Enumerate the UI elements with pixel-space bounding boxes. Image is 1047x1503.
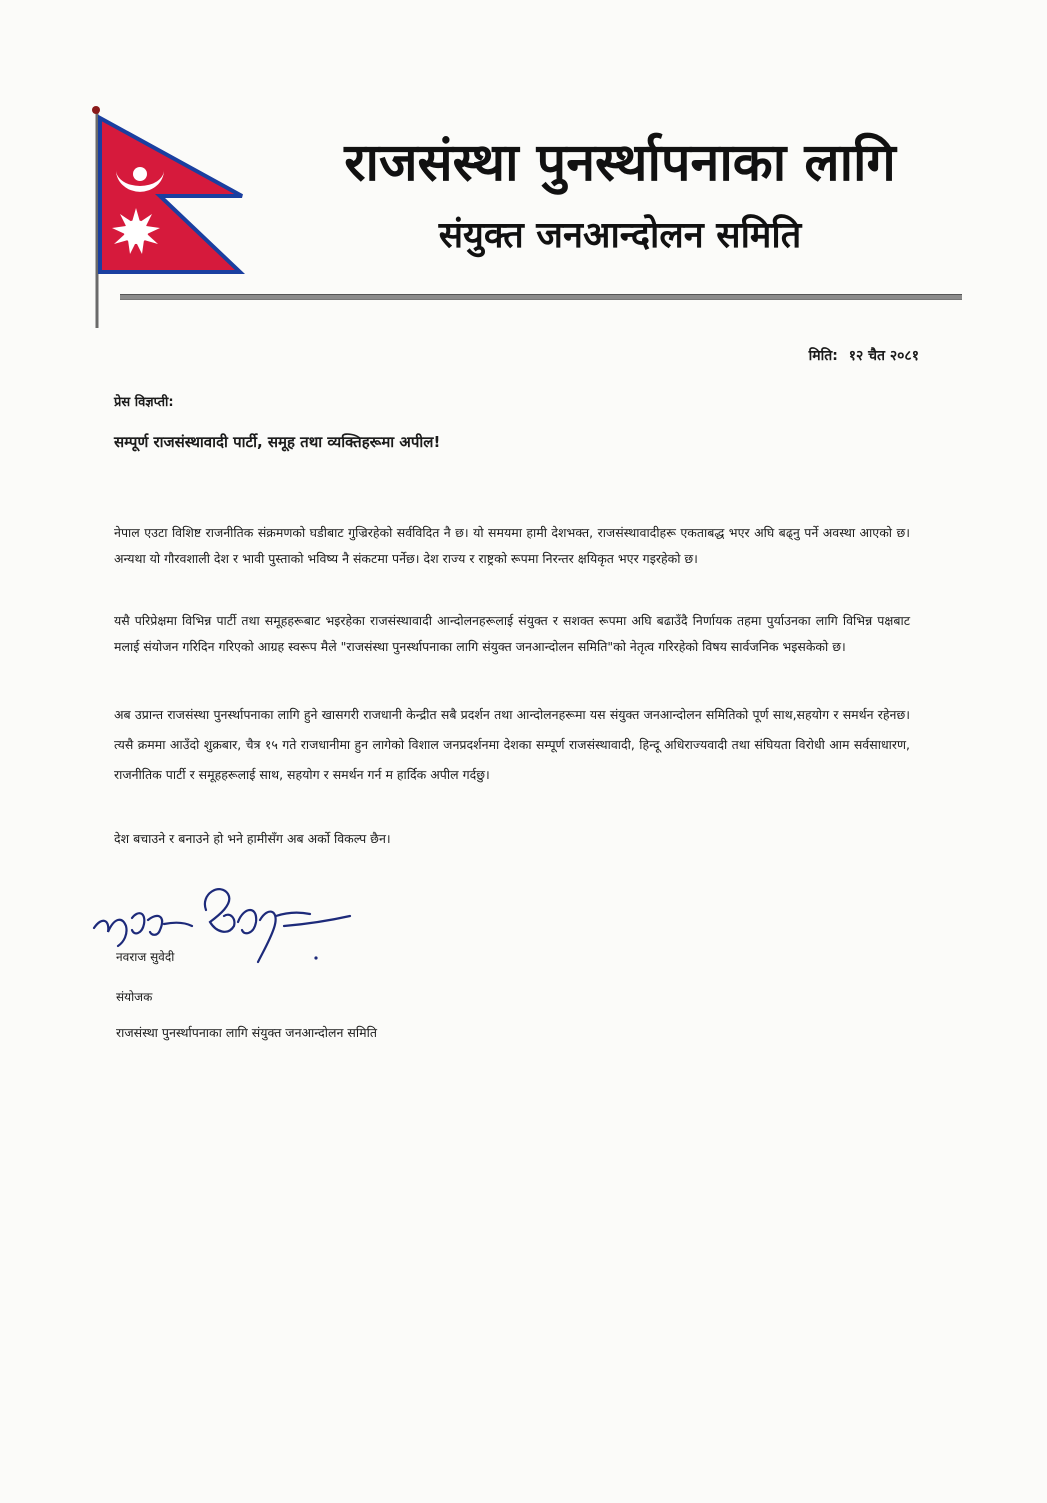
paragraph-1: नेपाल एउटा विशिष्ट राजनीतिक संक्रमणको घडीबाट गुज्रिरहेको सर्वविदित नै छ। यो समयमा हामी देशभक्त, राजसंस्थावादीहरू एकताबद्ध भएर अघि बढ्नु पर्ने अवस्था आएको छ। अन्यथा यो गौरवशाली देश र भावी पुस्ताको भविष्य नै संकटमा पर्नेछ। देश राज्य र राष्ट्रको रूपमा निरन्तर क्षयिकृत भएर गइरहेको छ। (114, 525, 910, 566)
organization-subtitle: संयुक्त जनआन्दोलन समिति (438, 215, 802, 256)
headline: सम्पूर्ण राजसंस्थावादी पार्टी, समूह तथा व्यक्तिहरूमा अपील! (114, 433, 441, 451)
signer-role: संयोजक (116, 990, 153, 1004)
date-label: मिति: (808, 348, 838, 364)
paragraph-4: देश बचाउने र बनाउने हो भने हामीसँग अब अर्को विकल्प छैन। (114, 831, 391, 846)
date-value: १२ चैत २०८१ (848, 348, 919, 364)
press-release-label: प्रेस विज्ञप्ती: (114, 395, 174, 410)
signer-organization: राजसंस्था पुनर्स्थापनाका लागि संयुक्त जनआन्दोलन समिति (116, 1025, 377, 1040)
header-divider (120, 294, 962, 300)
paragraph-3: अब उप्रान्त राजसंस्था पुनर्स्थापनाका लागि हुने खासगरी राजधानी केन्द्रीत सबै प्रदर्शन तथा आन्दोलनहरूमा यस संयुक्त जनआन्दोलन समितिको पूर्ण साथ,सहयोग र समर्थन रहेनछ। त्यसै क्रममा आउँदो शुक्रबार, चैत्र १५ गते राजधानीमा हुन लागेको विशाल जनप्रदर्शनमा देशका सम्पूर्ण राजसंस्थावादी, हिन्दू अधिराज्यवादी तथा संघियता विरोधी आम सर्वसाधारण, राजनीतिक पार्टी र समूहहरूलाई साथ, सहयोग र समर्थन गर्न म हार्दिक अपील गर्दछु। (114, 707, 910, 782)
organization-title: राजसंस्था पुनर्स्थापनाका लागि (344, 133, 896, 193)
paragraph-2: यसै परिप्रेक्षमा विभिन्न पार्टी तथा समूहहरूबाट भइरहेका राजसंस्थावादी आन्दोलनहरूलाई संयुक्त र सशक्त रूपमा अघि बढाउँदै निर्णायक तहमा पुर्याउनका लागि विभिन्न पक्षबाट मलाई संयोजन गरिदिन गरिएको आग्रह स्वरूप मैले "राजसंस्था पुनर्स्थापनाका लागि संयुक्त जनआन्दोलन समिति"को नेतृत्व गरिरहेको विषय सार्वजनिक भइसकेको छ। (114, 613, 910, 654)
signer-name: नवराज सुवेदी (116, 950, 175, 964)
date-line (809, 346, 919, 365)
